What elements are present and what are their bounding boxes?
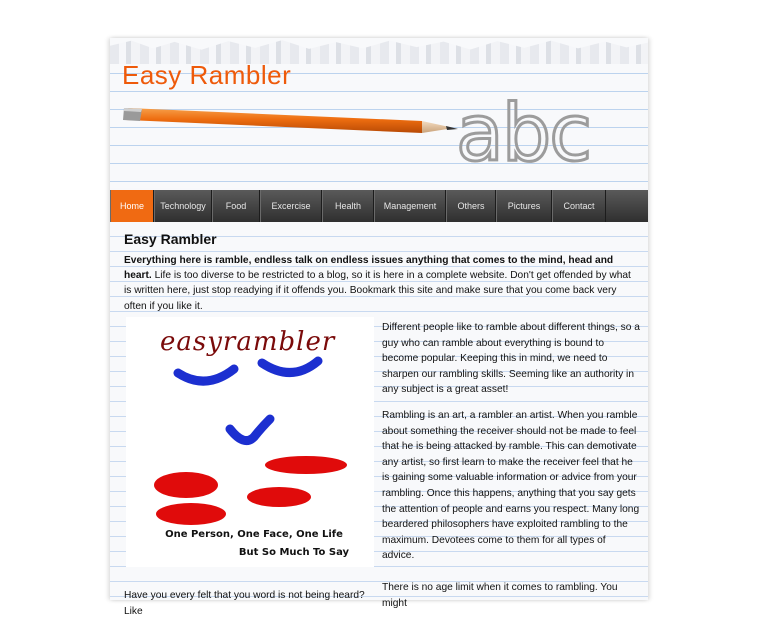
- page: [110, 38, 648, 617]
- easyrambler-face-image: [126, 317, 374, 567]
- nav-technology[interactable]: Technology: [154, 190, 212, 222]
- main-content: [110, 222, 648, 617]
- intro-rest-text: Life is too diverse to be restricted to a blog, so it is here in a complete website. Don't get offended by what is written here, just stop readying if it offends you. Bookmark this site and make sure that you come back very often if you like it.: [124, 270, 631, 312]
- site-header: [110, 38, 648, 188]
- nav-management[interactable]: Management: [374, 190, 446, 222]
- lip-blob: [265, 456, 347, 474]
- site-title[interactable]: Easy Rambler: [122, 60, 292, 90]
- nav-health[interactable]: Health: [322, 190, 374, 222]
- intro-text: [124, 253, 636, 314]
- nav-others[interactable]: Others: [446, 190, 496, 222]
- paragraph-1: Different people like to ramble about different things, so a guy who can ramble about everything is bound to become popular. Keeping this in mind, we need to sharpen our rambling skills. Seeming like an authority in any subject is a great asset!: [382, 322, 640, 396]
- pencil-icon: [122, 104, 462, 140]
- nav-excercise[interactable]: Excercise: [260, 190, 322, 222]
- image-logo-text: easyrambler: [160, 327, 336, 357]
- nav-contact[interactable]: Contact: [552, 190, 606, 222]
- paragraph-4: Have you every felt that you word is not being heard? Like: [124, 590, 365, 617]
- lip-blob: [247, 487, 311, 507]
- intro-bold-text: Everything here is ramble, endless talk on endless issues anything that comes to the mind, head and heart.: [124, 255, 614, 282]
- abc-art-text: abc: [456, 89, 591, 179]
- lip-blob: [156, 503, 226, 525]
- abc-sketch-art: [456, 88, 636, 178]
- nav-food[interactable]: Food: [212, 190, 260, 222]
- image-caption-line2: But So Much To Say: [238, 547, 350, 558]
- nav-pictures[interactable]: Pictures: [496, 190, 552, 222]
- image-caption-line1: One Person, One Face, One Life: [165, 529, 343, 540]
- paragraph-2: Rambling is an art, a rambler an artist. When you ramble about something the receiver should not be made to feel that he is being attacked by ramble. This can demotivate any artist, so first learn to make the receiver feel that he is gaining some valuable information or advice from your rambling. Once this happens, anything that you say gets the attention of people and earns you respect. Many long beardered philosophers have exploited rambling to the maximum. Devotees come to them for all types of advice.: [382, 410, 640, 562]
- paragraph-3: There is no age limit when it comes to rambling. You might: [382, 582, 618, 609]
- lip-blob: [154, 472, 218, 498]
- page-heading: Easy Rambler: [124, 231, 217, 247]
- main-nav: [110, 190, 648, 222]
- nav-home[interactable]: Home: [110, 190, 154, 222]
